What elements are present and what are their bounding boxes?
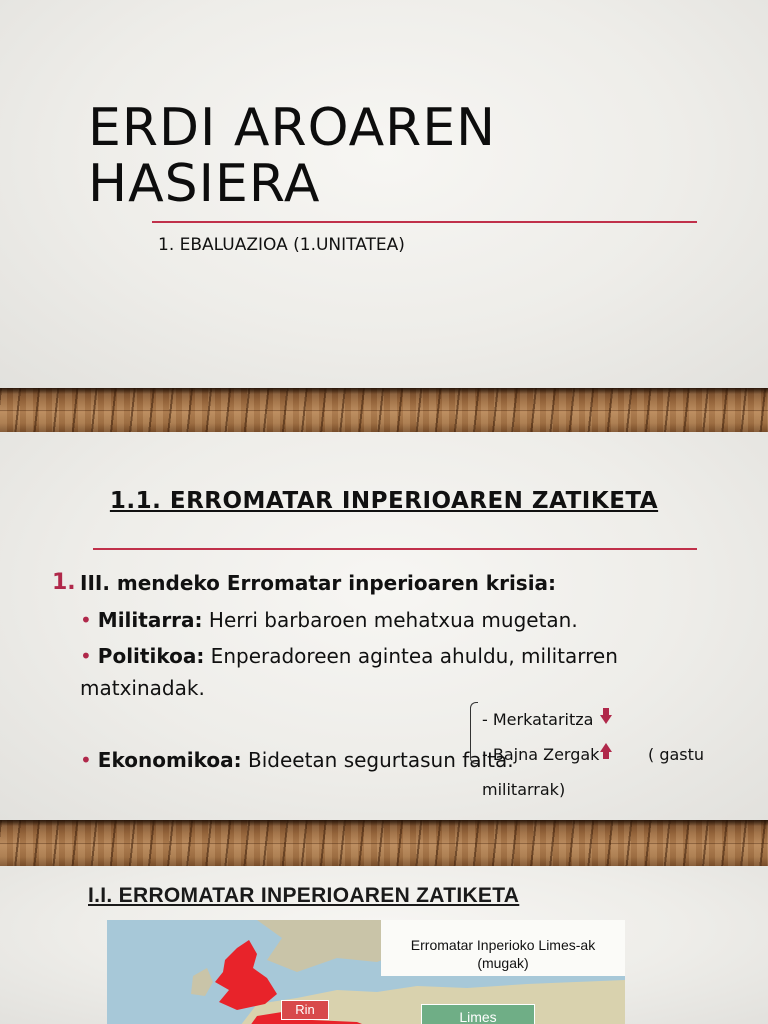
- map-slide: [0, 866, 768, 1024]
- wood-floor-divider: [0, 820, 768, 866]
- bullet-dot-icon: •: [80, 748, 92, 772]
- note-militarrak: militarrak): [482, 780, 566, 799]
- bullet-dot-icon: •: [80, 608, 92, 632]
- content-slide: [0, 432, 768, 820]
- item-number: 1.: [52, 570, 76, 595]
- brace-icon: [470, 702, 478, 764]
- note-gastu: ( gastu: [648, 745, 705, 764]
- slide-title: [88, 100, 708, 212]
- slide-title-line2: HASIERA: [88, 154, 321, 214]
- bullet-label: Politikoa:: [97, 644, 205, 668]
- note-merkataritza: - Merkataritza: [482, 710, 594, 729]
- roman-empire-map: [107, 920, 625, 1024]
- section-title: 1.1. ERROMATAR INPERIOAREN ZATIKETA: [109, 488, 659, 514]
- bullet-militarra: [80, 604, 700, 636]
- bullet-text: Enperadoreen agintea ahuldu, militarren matxinadak.: [80, 644, 618, 700]
- title-slide: [0, 0, 768, 388]
- slide-title-line1: ERDI AROAREN: [88, 98, 497, 158]
- note-zergak: - Bajna Zergak: [482, 745, 600, 764]
- item-heading: III. mendeko Erromatar inperioaren krisia:: [80, 571, 557, 595]
- arrow-down-icon: [600, 708, 612, 724]
- bullet-dot-icon: •: [80, 644, 92, 668]
- section-divider: [93, 548, 697, 550]
- arrow-up-icon: [600, 743, 612, 759]
- map-legend: Erromatar Inperioko Limes-ak (mugak): [410, 937, 596, 971]
- map-label-rin: Rin: [281, 1000, 329, 1020]
- bullet-text: Bideetan segurtasun falta.: [241, 748, 514, 772]
- bullet-label: Militarra:: [97, 608, 203, 632]
- map-slide-title: I.I. ERROMATAR INPERIOAREN ZATIKETA: [88, 884, 520, 907]
- title-divider: [152, 221, 697, 223]
- bullet-text: Herri barbaroen mehatxua mugetan.: [202, 608, 578, 632]
- bullet-politikoa: [80, 640, 700, 704]
- map-label-limes: Limes: [421, 1004, 535, 1024]
- slide-subtitle: 1. EBALUAZIOA (1.UNITATEA): [158, 235, 405, 255]
- wood-floor-divider: [0, 388, 768, 432]
- bullet-label: Ekonomikoa:: [97, 748, 242, 772]
